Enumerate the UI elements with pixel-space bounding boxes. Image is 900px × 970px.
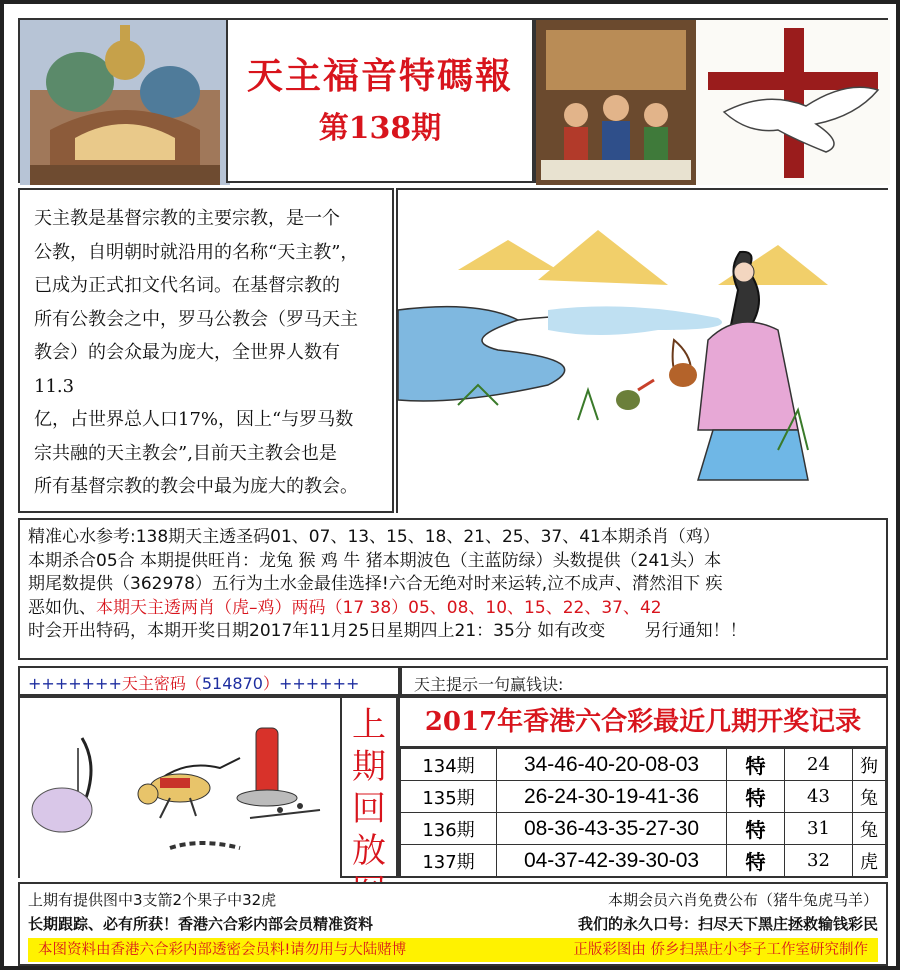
table-row — [401, 749, 886, 781]
special-label-cell: 特 — [727, 749, 785, 781]
intro-line: 所有公教会之中，罗马公教会（罗马天主 — [34, 308, 358, 330]
results-title: 2017年香港六合彩最近几期开奖记录 — [400, 698, 886, 748]
reference-line: 时会开出特码，本期开奖日期2017年11月25日星期四上21：35分 如有改变 另行通知！！ — [28, 621, 747, 641]
table-row — [401, 781, 886, 813]
draw-results-table — [398, 696, 888, 878]
replay-char: 期 — [352, 747, 386, 787]
footer-row — [28, 888, 878, 912]
results-grid — [400, 748, 886, 877]
special-label-cell: 特 — [727, 813, 785, 845]
numbers-cell: 34-46-40-20-08-03 — [497, 749, 727, 781]
intro-line: 宗共融的天主教会”,目前天主教会也是 — [34, 442, 337, 464]
special-number-cell: 32 — [785, 845, 853, 877]
secret-code-label: 天主密码（ — [121, 674, 202, 693]
money-tip: 天主提示一句赢钱诀: — [400, 666, 888, 696]
replay-char: 放 — [352, 831, 386, 871]
intro-line: 所有基督宗教的教会中最为庞大的教会。 — [34, 476, 358, 497]
numbers-cell: 26-24-30-19-41-36 — [497, 781, 727, 813]
intro-line: 公教，自明朝时就沿用的名称“天主教”， — [34, 241, 359, 263]
period-cell: 137期 — [401, 845, 497, 877]
footer-slogan: 长期跟踪、必有所获！香港六合彩内部会员精准资料 — [28, 915, 374, 933]
special-number-cell: 31 — [785, 813, 853, 845]
reference-line — [28, 597, 878, 621]
special-number-cell: 43 — [785, 781, 853, 813]
intro-line: 亿，占世界总人口17%，因上“与罗马数 — [34, 409, 354, 430]
special-number-cell: 24 — [785, 749, 853, 781]
footer-credits: 正版彩图由 侨乡扫黑庄小李子工作室研究制作 — [573, 942, 868, 958]
plus-decoration: ++++++ — [278, 674, 360, 693]
footer-disclaimer-bar — [28, 938, 878, 962]
reference-line: 精准心水参考:138期天主透圣码01、07、13、15、18、21、25、37、41本期杀肖（鸡） — [28, 527, 720, 547]
last-issue-replay-label — [340, 696, 398, 878]
numbers-cell: 08-36-43-35-27-30 — [497, 813, 727, 845]
last-supper-painting — [536, 20, 696, 185]
table-row — [401, 845, 886, 877]
footer-disclaimer: 本图资料由香港六合彩内部透密会员料!请勿用与大陆赌博 — [38, 942, 407, 958]
zodiac-cell: 兔 — [853, 813, 886, 845]
plus-decoration: +++++++ — [28, 674, 122, 693]
footer-free-zodiac: 本期会员六肖免费公布（猪牛兔虎马羊） — [607, 891, 878, 909]
special-label-cell: 特 — [727, 781, 785, 813]
period-cell: 136期 — [401, 813, 497, 845]
reference-section — [18, 518, 888, 660]
secret-code-value: 514870 — [201, 674, 263, 693]
zodiac-cell: 兔 — [853, 781, 886, 813]
footer-row — [28, 912, 878, 936]
zodiac-cell: 虎 — [853, 845, 886, 877]
intro-line: 教会）的会众最为庞大，全世界人数有11.3 — [34, 342, 340, 397]
masthead — [226, 18, 534, 183]
special-label-cell: 特 — [727, 845, 785, 877]
replay-char: 上 — [352, 705, 386, 745]
highlight-prediction: 本期天主透两肖（虎–鸡）两码（17 38）05、08、10、15、22、37、42 — [96, 597, 662, 618]
secret-code-close: ） — [262, 674, 279, 693]
footer-last-issue-note: 上期有提供图中3支箭2个果子中32虎 — [28, 891, 277, 909]
intro-article — [18, 188, 394, 513]
secret-code-bar — [18, 666, 400, 696]
replay-char: 回 — [352, 789, 386, 829]
reference-line: 期尾数提供（362978）五行为土水金最佳选择!六合无绝对时来运转,泣不成声、潸然泪下 疾 — [28, 574, 723, 594]
zodiac-cell: 狗 — [853, 749, 886, 781]
last-issue-replay-image — [18, 696, 340, 878]
church-illustration — [20, 20, 230, 185]
numbers-cell: 04-37-42-39-30-03 — [497, 845, 727, 877]
table-row — [401, 813, 886, 845]
footer — [18, 882, 888, 966]
intro-line: 天主教是基督宗教的主要宗教，是一个 — [34, 208, 340, 229]
woman-by-river-illustration — [396, 188, 888, 513]
footer-motto: 我们的永久口号：扫尽天下黑庄拯救输钱彩民 — [577, 915, 878, 933]
religious-artwork — [534, 18, 888, 183]
period-cell: 135期 — [401, 781, 497, 813]
reference-text: 恶如仇、 — [28, 597, 96, 618]
intro-line: 已成为正式扣文代名词。在基督宗教的 — [34, 275, 340, 296]
cross-dove-icon — [696, 20, 890, 185]
church-photo — [18, 18, 228, 183]
period-cell: 134期 — [401, 749, 497, 781]
newspaper-title: 天主福音特碼報 — [246, 55, 513, 97]
reference-line: 本期杀合05合 本期提供旺肖：龙兔 猴 鸡 牛 猪本期波色（主蓝防绿）头数提供（241头）本 — [28, 550, 722, 571]
issue-number: 第138期 — [318, 111, 442, 146]
